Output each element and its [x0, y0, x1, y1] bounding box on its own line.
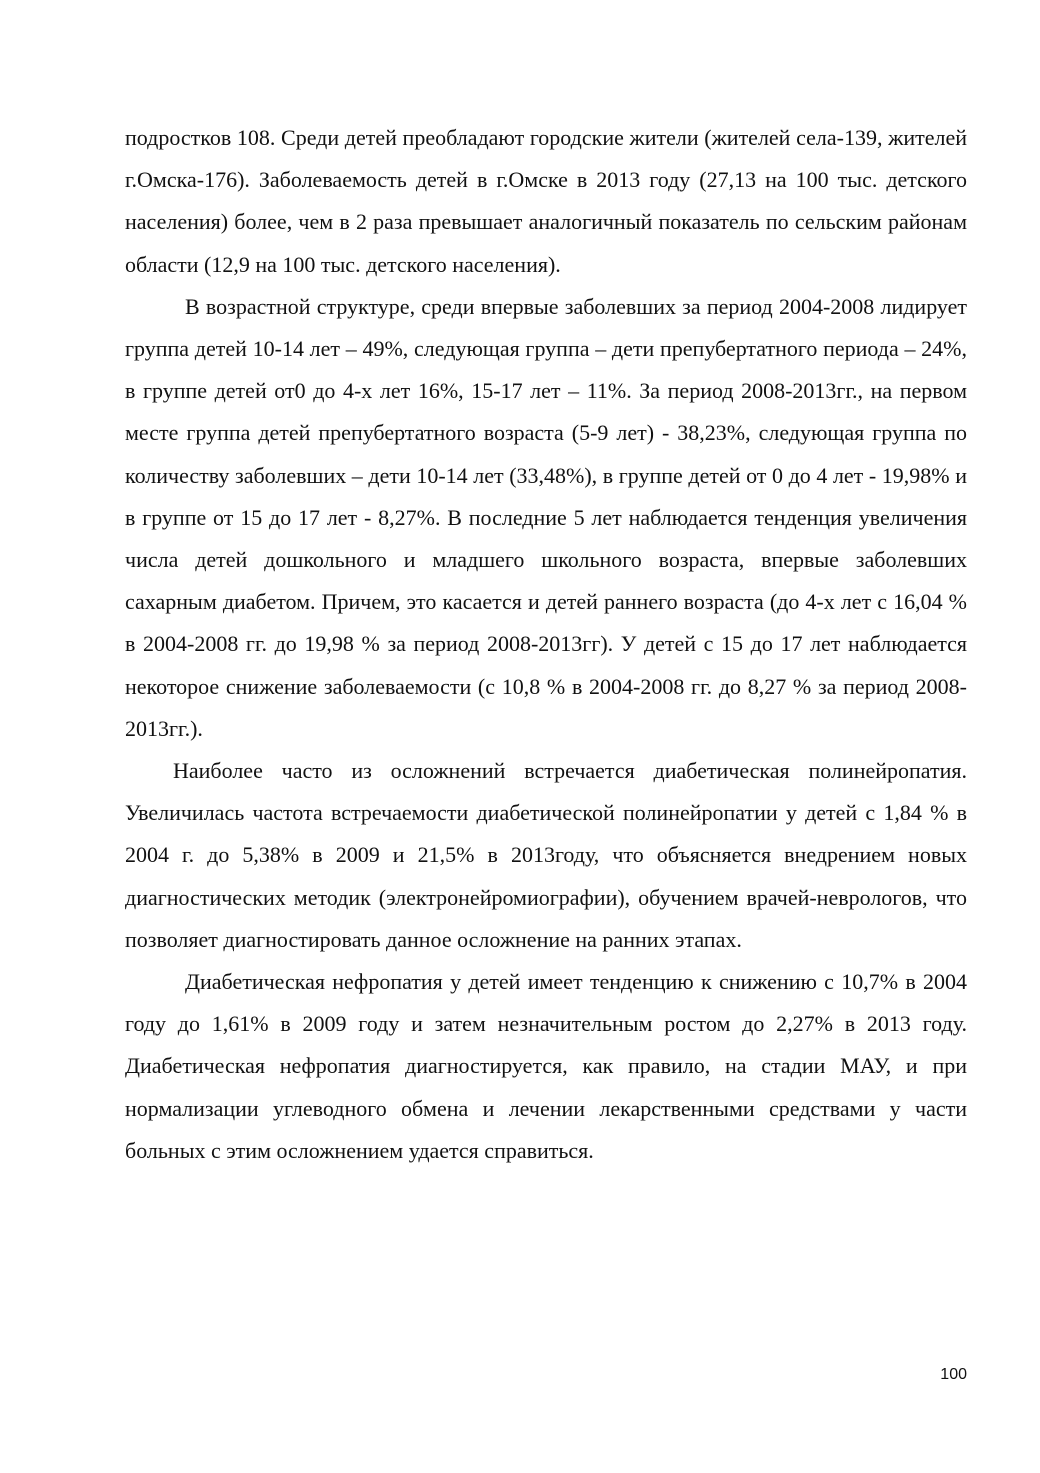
page-number: 100 — [940, 1366, 967, 1383]
paragraph-1: подростков 108. Среди детей преобладают городские жители (жителей села-139, жителей г.Омска-176). Заболеваемость детей в г.Омске в 2013 году (27,13 на 100 тыс. детского населения) более, чем в 2 раза превышает аналогичный показатель по сельским районам области (12,9 на 100 тыс. детского населения). — [125, 125, 967, 277]
paragraph-3: Наиболее часто из осложнений встречается диабетическая полинейропатия. Увеличилась частота встречаемости диабетической полинейропатии у детей с 1,84 % в 2004 г. до 5,38% в 2009 и 21,5% в 2013году, что объясняется внедрением новых диагностических методик (электронейромиографии), обучением врачей-неврологов, что позволяет диагностировать данное осложнение на ранних этапах. — [125, 758, 967, 952]
page-body — [125, 117, 967, 1172]
paragraph-4: Диабетическая нефропатия у детей имеет тенденцию к снижению с 10,7% в 2004 году до 1,61% в 2009 году и затем незначительным ростом до 2,27% в 2013 году. Диабетическая нефропатия диагностируется, как правило, на стадии МАУ, и при нормализации углеводного обмена и лечении лекарственными средствами у части больных с этим осложнением удается справиться. — [125, 969, 967, 1163]
paragraph-2: В возрастной структуре, среди впервые заболевших за период 2004-2008 лидирует группа детей 10-14 лет – 49%, следующая группа – дети препубертатного периода – 24%, в группе детей от0 до 4-х лет 16%, 15-17 лет – 11%. За период 2008-2013гг., на первом месте группа детей препубертатного возраста (5-9 лет) - 38,23%, следующая группа по количеству заболевших – дети 10-14 лет (33,48%), в группе детей от 0 до 4 лет - 19,98% и в группе от 15 до 17 лет - 8,27%. В последние 5 лет наблюдается тенденция увеличения числа детей дошкольного и младшего школьного возраста, впервые заболевших сахарным диабетом. Причем, это касается и детей раннего возраста (до 4-х лет с 16,04 % в 2004-2008 гг. до 19,98 % за период 2008-2013гг). У детей с 15 до 17 лет наблюдается некоторое снижение заболеваемости (с 10,8 % в 2004-2008 гг. до 8,27 % за период 2008-2013гг.). — [125, 293, 967, 741]
